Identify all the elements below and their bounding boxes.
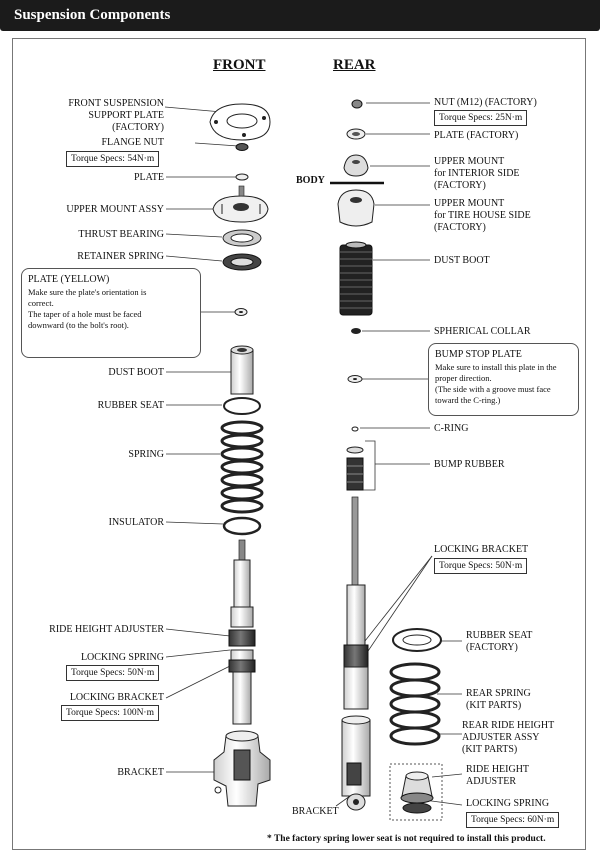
c-ring-label: C-RING	[434, 423, 469, 434]
rear-locking-spring-label: LOCKING SPRING	[466, 798, 550, 809]
rear-dust-boot-label: DUST BOOT	[434, 255, 490, 266]
rear-locking-spring-torque: Torque Specs: 60N·m	[466, 812, 559, 828]
front-locking-bracket-label: LOCKING BRACKET	[69, 692, 164, 703]
rear-locking-bracket-label: LOCKING BRACKET	[434, 544, 529, 555]
rear-upper-mount-interior	[344, 155, 368, 176]
front-locking-spring-label: LOCKING SPRING	[80, 652, 164, 663]
front-plate	[236, 174, 248, 180]
front-spring-label: SPRING	[128, 449, 164, 460]
flange-nut-torque: Torque Specs: 54N·m	[66, 151, 159, 167]
front-plate-label: PLATE	[134, 172, 164, 183]
leader-lines	[165, 103, 462, 806]
bump-stop-note: BUMP STOP PLATE Make sure to install this plate in the proper direction. (The side with a groove must face toward the C-ring.)	[428, 343, 579, 416]
bump-rubber-label: BUMP RUBBER	[434, 459, 505, 470]
rear-nut-torque: Torque Specs: 25N·m	[434, 110, 527, 126]
thrust-bearing-label: THRUST BEARING	[78, 229, 164, 240]
retainer-spring	[223, 254, 261, 270]
footnote: * The factory spring lower seat is not required to install this product.	[267, 834, 546, 844]
spherical-collar-label: SPHERICAL COLLAR	[434, 326, 531, 337]
front-insulator	[224, 518, 260, 534]
rear-locking-bracket-torque: Torque Specs: 50N·m	[434, 558, 527, 574]
rear-shock-absorber	[344, 497, 368, 709]
rear-ride-adjuster-assy-label: REAR RIDE HEIGHT ADJUSTER ASSY (KIT PARTS)	[462, 720, 555, 755]
front-support-plate-label: FRONT SUSPENSION SUPPORT PLATE (FACTORY)	[68, 98, 164, 133]
rear-rubber-seat-label: RUBBER SEAT (FACTORY)	[466, 630, 533, 653]
rear-spring-label: REAR SPRING (KIT PARTS)	[466, 688, 531, 711]
front-shock-absorber	[229, 540, 255, 724]
rear-upper-mount-tire	[338, 190, 374, 226]
bump-note-title: BUMP STOP PLATE	[435, 349, 522, 360]
front-support-plate	[210, 104, 270, 140]
plate-note-title: PLATE (YELLOW)	[28, 274, 110, 285]
rear-ride-height-adjuster-label: RIDE HEIGHT ADJUSTER	[466, 764, 530, 787]
front-locking-bracket-torque: Torque Specs: 100N·m	[61, 705, 159, 721]
rear-bracket	[342, 716, 370, 810]
front-heading: FRONT	[213, 57, 266, 73]
front-rubber-seat-label: RUBBER SEAT	[97, 400, 164, 411]
rear-heading: REAR	[333, 57, 376, 73]
front-bracket	[214, 731, 270, 806]
flange-nut	[236, 144, 248, 151]
rear-ride-height-adjuster	[390, 764, 442, 820]
bump-stop-plate	[348, 376, 362, 383]
front-rubber-seat	[224, 398, 260, 414]
front-spring	[222, 422, 262, 512]
front-bracket-label: BRACKET	[117, 767, 164, 778]
front-insulator-label: INSULATOR	[108, 517, 164, 528]
rear-plate-label: PLATE (FACTORY)	[434, 130, 519, 141]
front-locking-spring-torque: Torque Specs: 50N·m	[66, 665, 159, 681]
plate-yellow-note: PLATE (YELLOW) Make sure the plate's orientation is correct. The taper of a hole must be faced downward (to the bolt's root).	[21, 268, 201, 358]
bump-rubber	[347, 447, 363, 490]
rear-upper-mount-tire-label: UPPER MOUNT for TIRE HOUSE SIDE (FACTORY)	[434, 198, 531, 233]
rear-rubber-seat	[393, 629, 441, 651]
yellow-plate	[235, 309, 247, 316]
page-title: Suspension Components	[14, 7, 171, 23]
retainer-spring-label: RETAINER SPRING	[77, 251, 164, 262]
rear-plate	[347, 129, 365, 139]
spherical-collar	[351, 328, 361, 334]
rear-nut	[352, 100, 362, 108]
rear-nut-label: NUT (M12) (FACTORY)	[434, 97, 537, 108]
upper-mount-label: UPPER MOUNT ASSY	[66, 204, 164, 215]
flange-nut-label: FLANGE NUT	[101, 137, 164, 148]
front-dust-boot	[231, 346, 253, 394]
rear-upper-mount-interior-label: UPPER MOUNT for INTERIOR SIDE (FACTORY)	[434, 156, 520, 191]
c-ring	[352, 427, 358, 431]
body-label: BODY	[296, 175, 325, 186]
ride-height-adjuster-label: RIDE HEIGHT ADJUSTER	[49, 624, 164, 635]
thrust-bearing	[223, 230, 261, 246]
upper-mount-assy	[213, 186, 268, 222]
rear-bracket-label: BRACKET	[292, 806, 339, 817]
front-dust-boot-label: DUST BOOT	[108, 367, 164, 378]
rear-dust-boot	[340, 242, 372, 315]
rear-spring	[391, 664, 439, 744]
